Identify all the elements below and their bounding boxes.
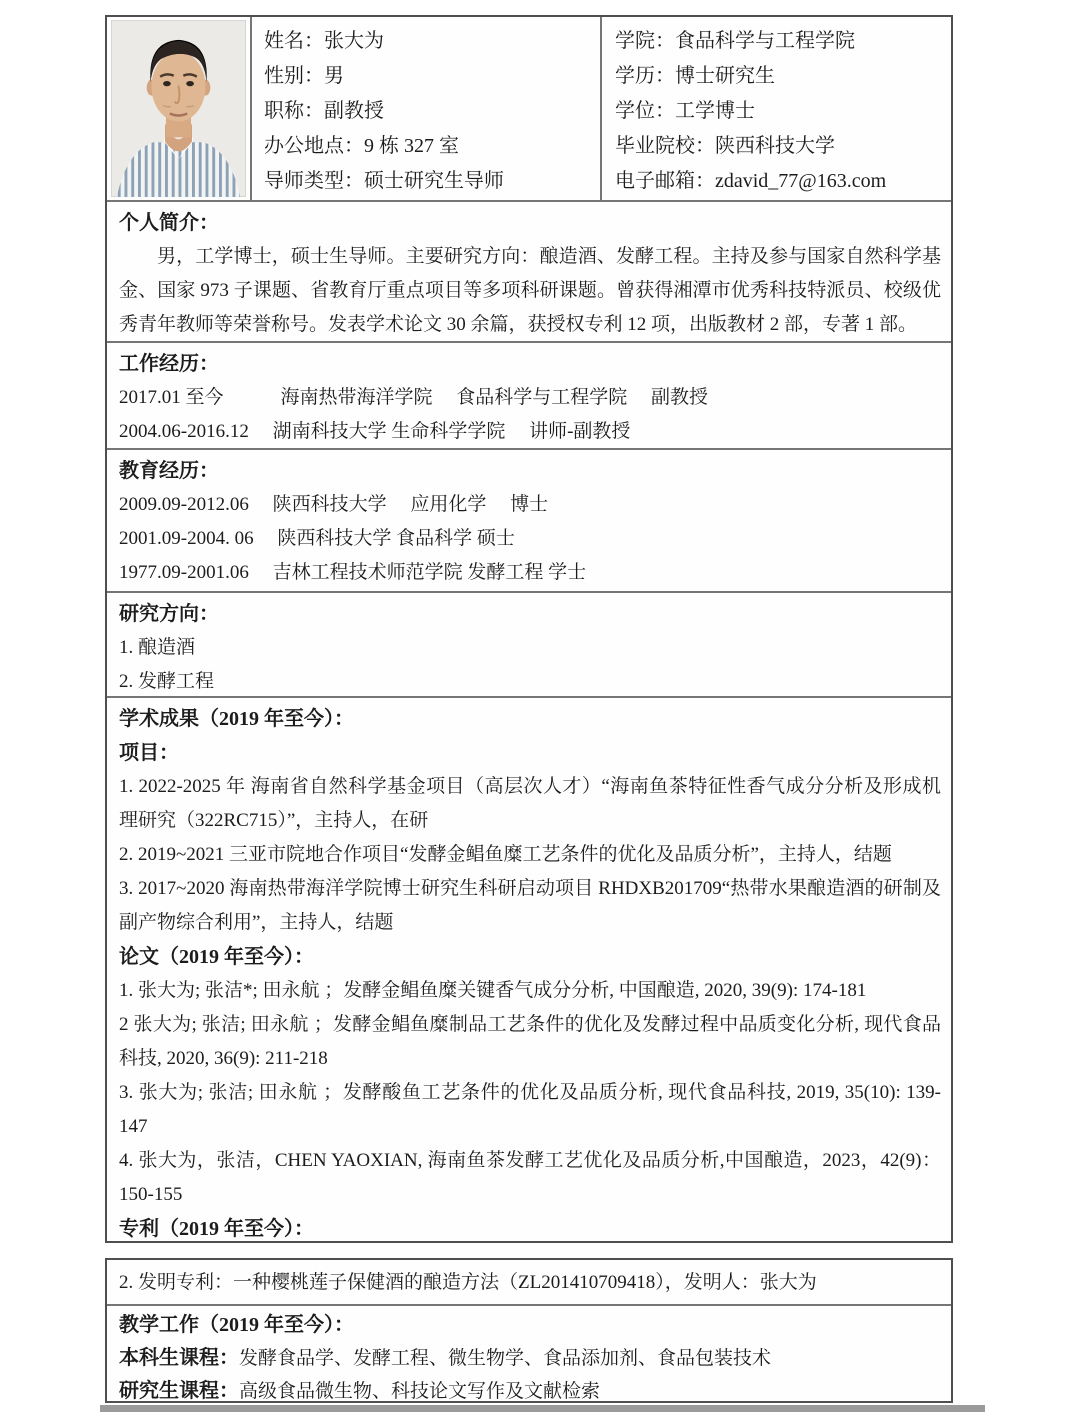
work-item: 2017.01 至今 海南热带海洋学院 食品科学与工程学院 副教授 [119, 387, 709, 408]
basic-info-right [602, 17, 951, 200]
undergrad-courses-value: 发酵食品学、发酵工程、微生物学、食品添加剂、食品包装技术 [239, 1348, 772, 1369]
patent-item: 2. 发明专利：一种樱桃莲子保健酒的酿造方法（ZL201410709418），发明人：张大为 [119, 1272, 817, 1293]
education-item: 1977.09-2001.06 吉林工程技术师范学院 发酵工程 学士 [119, 562, 587, 583]
research-title: 研究方向： [119, 603, 219, 625]
field-education: 学历：博士研究生 [615, 65, 775, 87]
section-achievements [107, 696, 951, 1241]
field-gender: 性别：男 [264, 65, 344, 87]
section-research [107, 591, 951, 696]
projects-title: 项目： [119, 742, 179, 764]
education-item: 2001.09-2004. 06 陕西科技大学 食品科学 硕士 [119, 528, 515, 549]
intro-title: 个人简介： [119, 212, 219, 234]
photo-cell [107, 17, 252, 200]
research-item: 2. 发酵工程 [119, 671, 215, 692]
project-item: 1. 2022-2025 年 海南省自然科学基金项目（高层次人才）“海南鱼茶特征性香气成分分析及形成机理研究（322RC715）”，主持人，在研 [119, 776, 941, 831]
work-item: 2004.06-2016.12 湖南科技大学 生命科学学院 讲师-副教授 [119, 421, 631, 442]
work-title: 工作经历： [119, 353, 219, 375]
field-supervisor-type: 导师类型：硕士研究生导师 [264, 170, 504, 192]
education-title: 教育经历： [119, 460, 219, 482]
intro-body: 男，工学博士，硕士生导师。主要研究方向：酿造酒、发酵工程。主持及参与国家自然科学基金、国家 973 子课题、省教育厅重点项目等多项科研课题。曾获得湘潭市优秀科技特派员、校级优秀青年教师等荣誉称号。发表学术论文 30 余篇，获授权专利 12 项，出版教材 2 部，专著 1 部。 [119, 246, 941, 335]
field-degree: 学位：工学博士 [615, 100, 755, 122]
achievements-title: 学术成果（2019 年至今）： [119, 708, 354, 730]
grad-courses-value: 高级食品微生物、科技论文写作及文献检索 [239, 1381, 601, 1402]
grad-courses-label: 研究生课程： [119, 1380, 239, 1402]
identity-row [107, 17, 951, 200]
patents-title: 专利（2019 年至今）： [119, 1218, 314, 1240]
field-name: 姓名：张大为 [264, 30, 384, 52]
field-title: 职称：副教授 [264, 100, 384, 122]
paper-item: 4. 张大为，张洁，CHEN YAOXIAN, 海南鱼茶发酵工艺优化及品质分析,中国酿造，2023，42(9)：150-155 [119, 1150, 941, 1205]
cv-main-table [105, 15, 953, 1243]
research-item: 1. 酿造酒 [119, 637, 196, 658]
portrait-photo [111, 20, 246, 197]
section-education [107, 448, 951, 591]
section-teaching [107, 1304, 951, 1403]
education-item: 2009.09-2012.06 陕西科技大学 应用化学 博士 [119, 494, 549, 515]
cv-continuation-table [105, 1258, 953, 1403]
teaching-title: 教学工作（2019 年至今）： [119, 1314, 354, 1336]
project-item: 2. 2019~2021 三亚市院地合作项目“发酵金鲳鱼糜工艺条件的优化及品质分析”，主持人，结题 [119, 844, 892, 865]
field-email: 电子邮箱：zdavid_77@163.com [615, 170, 887, 192]
undergrad-courses-label: 本科生课程： [119, 1347, 239, 1369]
grad-courses [119, 1375, 941, 1403]
papers-title: 论文（2019 年至今）： [119, 946, 314, 968]
field-alma-mater: 毕业院校：陕西科技大学 [615, 135, 835, 157]
project-item: 3. 2017~2020 海南热带海洋学院博士研究生科研启动项目 RHDXB201709“热带水果酿造酒的研制及副产物综合利用”，主持人，结题 [119, 878, 941, 933]
field-college: 学院：食品科学与工程学院 [615, 30, 855, 52]
page-edge-bar [100, 1405, 985, 1412]
section-work [107, 341, 951, 448]
paper-item: 1. 张大为; 张洁*; 田永航 ；发酵金鲳鱼糜关键香气成分分析, 中国酿造, 2020, 39(9): 174-181 [119, 980, 867, 1001]
section-intro [107, 200, 951, 341]
paper-item: 2 张大为; 张洁; 田永航 ；发酵金鲳鱼糜制品工艺条件的优化及发酵过程中品质变化分析, 现代食品科技, 2020, 36(9): 211-218 [119, 1014, 941, 1069]
basic-info-left [252, 17, 602, 200]
field-office: 办公地点：9 栋 327 室 [264, 135, 459, 157]
undergrad-courses [119, 1342, 941, 1375]
patent-continued-row [107, 1260, 951, 1304]
paper-item: 3. 张大为; 张洁; 田永航 ；发酵酸鱼工艺条件的优化及品质分析, 现代食品科技, 2019, 35(10): 139- 147 [119, 1082, 941, 1137]
